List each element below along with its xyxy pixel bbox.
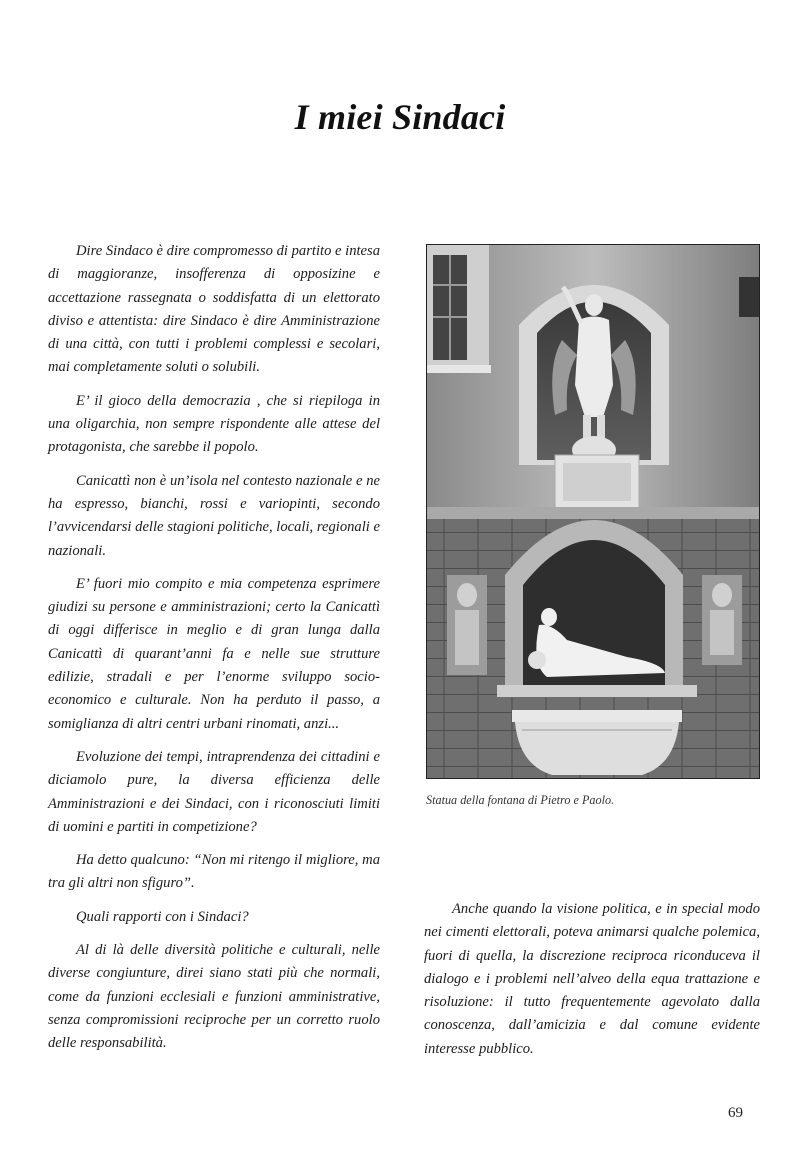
page-title: I miei Sindaci (294, 97, 506, 137)
paragraph: Dire Sindaco è dire compromesso di partito e intesa di maggioranze, insofferenza di opposizine e accettazione rassegnata o soddisfatta di un elettorato diviso e attentista: dire Sindaco è dire Amministrazione di una città, con tutti i problemi complessi e secolari, mai completamente soluti o solubili. (48, 243, 380, 376)
right-text-column (424, 898, 760, 1071)
paragraph: Al di là delle diversità politiche e culturali, nelle diverse congiunture, direi siano stati più che normali, come da funzioni ecclesiali e funzioni amministrative, senza compromissioni reciproche per un corretto ruolo delle responsabilità. (48, 942, 380, 1052)
left-text-column (48, 240, 380, 1066)
paragraph: E’ fuori mio compito e mia competenza esprimere giudizi su persone e amministrazioni; certo la Canicattì di oggi differisce in meglio e di gran lunga dalla Canicattì di quarant’anni fa e nelle sue strutture edilizie, stradali e per l’enorme sviluppo socio-economico e culturale. Non ha perduto il passo, a somiglianza di altri centri urbani rinomati, anzi... (48, 575, 380, 732)
paragraph: Evoluzione dei tempi, intraprendenza dei cittadini e diciamolo pure, la diversa efficienza delle Amministrazioni e dei Sindaci, con i riconosciuti limiti di uomini e partiti in competizione? (48, 748, 380, 835)
page-number: 69 (728, 1105, 743, 1121)
paragraph: Ha detto qualcuno: “Non mi ritengo il migliore, ma tra gli altri non sfiguro”. (48, 852, 380, 892)
photo-caption: Statua della fontana di Pietro e Paolo. (426, 793, 615, 807)
paragraph: Quali rapporti con i Sindaci? (76, 908, 249, 925)
paragraph: E’ il gioco della democrazia , che si riepiloga in una oligarchia, non sempre rispondente alle attese del protagonista, che sarebbe il popolo. (48, 392, 380, 456)
paragraph: Anche quando la visione politica, e in special modo nei cimenti elettorali, poteva animarsi qualche polemica, fuori di quella, la discrezione reciproca riconduceva il dialogo e i problemi nell’alveo della equa trattazione e risoluzione: il tutto frequentemente agevolato dalla conoscenza, dall’amicizia e dal comune evidente interesse pubblico. (424, 901, 760, 1057)
fountain-photo (426, 244, 760, 779)
paragraph: Canicattì non è un’isola nel contesto nazionale e ne ha espresso, bianchi, rossi e variopinti, secondo l’avvicendarsi delle stagioni politiche, locali, regionali e nazionali. (48, 472, 380, 559)
